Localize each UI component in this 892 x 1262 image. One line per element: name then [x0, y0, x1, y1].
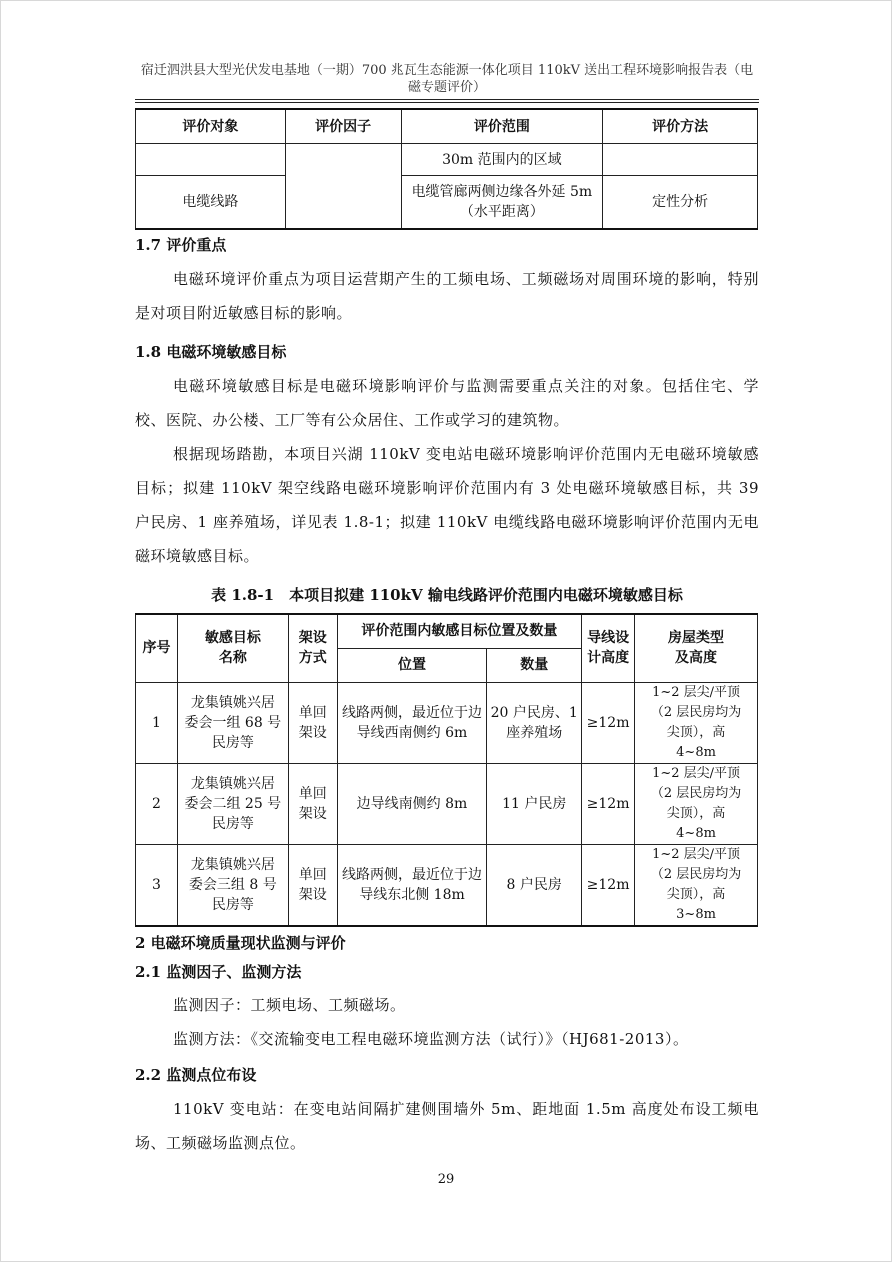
- paragraph: 监测方法：《交流输变电工程电磁环境监测方法（试行）》（HJ681-2013）。: [173, 1030, 689, 1048]
- header-house: 房屋类型及高度: [635, 614, 758, 682]
- cell-house: 1~2 层尖/平顶（2 层民房均为尖顶），高 3~8m: [635, 844, 758, 926]
- section-heading: 2.2 监测点位布设: [135, 1066, 257, 1084]
- cell-seq: 2: [136, 763, 178, 844]
- section-heading: 1.7 评价重点: [135, 236, 227, 254]
- cell-range: 30m 范围内的区域: [401, 144, 603, 176]
- cell-object-empty: [136, 144, 286, 176]
- header-eval-range: 评价范围: [401, 109, 603, 144]
- section-heading: 1.8 电磁环境敏感目标: [135, 343, 287, 361]
- cell-mode: 单回架设: [288, 844, 337, 926]
- cell-house: 1~2 层尖/平顶（2 层民房均为尖顶），高 4~8m: [635, 682, 758, 763]
- cell-seq: 3: [136, 844, 178, 926]
- cell-position: 边导线南侧约 8m: [337, 763, 487, 844]
- cell-range: 电缆管廊两侧边缘各外延 5m（水平距离）: [401, 176, 603, 229]
- cell-quantity: 11 户民房: [487, 763, 582, 844]
- table-row: [136, 763, 758, 844]
- table-row: [136, 144, 758, 176]
- cell-house: 1~2 层尖/平顶（2 层民房均为尖顶），高 4~8m: [635, 763, 758, 844]
- paragraph: 电磁环境评价重点为项目运营期产生的工频电场、工频磁场对周围环境的影响，特别是对项目附近敏感目标的影响。: [135, 270, 759, 322]
- table-row: [136, 176, 758, 229]
- running-header: 宿迁泗洪县大型光伏发电基地（一期）700 兆瓦生态能源一体化项目 110kV 送出工程环境影响报告表（电磁专题评价）: [140, 63, 754, 95]
- paragraph: 110kV 变电站：在变电站间隔扩建侧围墙外 5m、距地面 1.5m 高度处布设工频电场、工频磁场监测点位。: [135, 1100, 759, 1152]
- section-heading: 2 电磁环境质量现状监测与评价: [135, 934, 346, 952]
- cell-mode: 单回架设: [288, 763, 337, 844]
- header-quantity: 数量: [487, 648, 582, 682]
- header-eval-object: 评价对象: [136, 109, 286, 144]
- header-height: 导线设计高度: [582, 614, 635, 682]
- cell-height: ≥12m: [582, 763, 635, 844]
- header-position: 位置: [337, 648, 487, 682]
- cell-method-empty: [603, 144, 758, 176]
- evaluation-scope-table: [135, 108, 758, 230]
- cell-height: ≥12m: [582, 844, 635, 926]
- cell-seq: 1: [136, 682, 178, 763]
- table-row: [136, 682, 758, 763]
- header-eval-factor: 评价因子: [285, 109, 401, 144]
- section-heading: 2.1 监测因子、监测方法: [135, 963, 302, 981]
- paragraph: 监测因子：工频电场、工频磁场。: [173, 996, 406, 1014]
- header-seq: 序号: [136, 614, 178, 682]
- cell-object: 电缆线路: [136, 176, 286, 229]
- cell-factor-empty: [285, 144, 401, 229]
- cell-quantity: 20 户民房、1 座养殖场: [487, 682, 582, 763]
- cell-method: 定性分析: [603, 176, 758, 229]
- header-name: 敏感目标名称: [177, 614, 288, 682]
- cell-name: 龙集镇姚兴居委会二组 25 号民房等: [177, 763, 288, 844]
- cell-mode: 单回架设: [288, 682, 337, 763]
- paragraph: 根据现场踏勘，本项目兴湖 110kV 变电站电磁环境影响评价范围内无电磁环境敏感目标；拟建 110kV 架空线路电磁环境影响评价范围内有 3 处电磁环境敏感目标，共 39 户民房、1 座养殖场，详见表 1.8-1；拟建 110kV 电缆线路电磁环境影响评价范围内无电磁环境敏感目标。: [135, 445, 759, 565]
- sensitive-targets-table: [135, 613, 758, 927]
- cell-position: 线路两侧，最近位于边导线西南侧约 6m: [337, 682, 487, 763]
- cell-height: ≥12m: [582, 682, 635, 763]
- table-header-row: [136, 614, 758, 648]
- header-rule: [135, 99, 759, 103]
- header-eval-method: 评价方法: [603, 109, 758, 144]
- table-row: [136, 844, 758, 926]
- paragraph: 电磁环境敏感目标是电磁环境影响评价与监测需要重点关注的对象。包括住宅、学校、医院、办公楼、工厂等有公众居住、工作或学习的建筑物。: [135, 377, 759, 429]
- table-header-row: [136, 109, 758, 144]
- cell-quantity: 8 户民房: [487, 844, 582, 926]
- header-position-group: 评价范围内敏感目标位置及数量: [337, 614, 581, 648]
- cell-name: 龙集镇姚兴居委会一组 68 号民房等: [177, 682, 288, 763]
- cell-position: 线路两侧，最近位于边导线东北侧 18m: [337, 844, 487, 926]
- table-caption: 表 1.8-1 本项目拟建 110kV 输电线路评价范围内电磁环境敏感目标: [211, 586, 683, 604]
- header-mode: 架设方式: [288, 614, 337, 682]
- page-number: 29: [437, 1172, 455, 1187]
- cell-name: 龙集镇姚兴居委会三组 8 号民房等: [177, 844, 288, 926]
